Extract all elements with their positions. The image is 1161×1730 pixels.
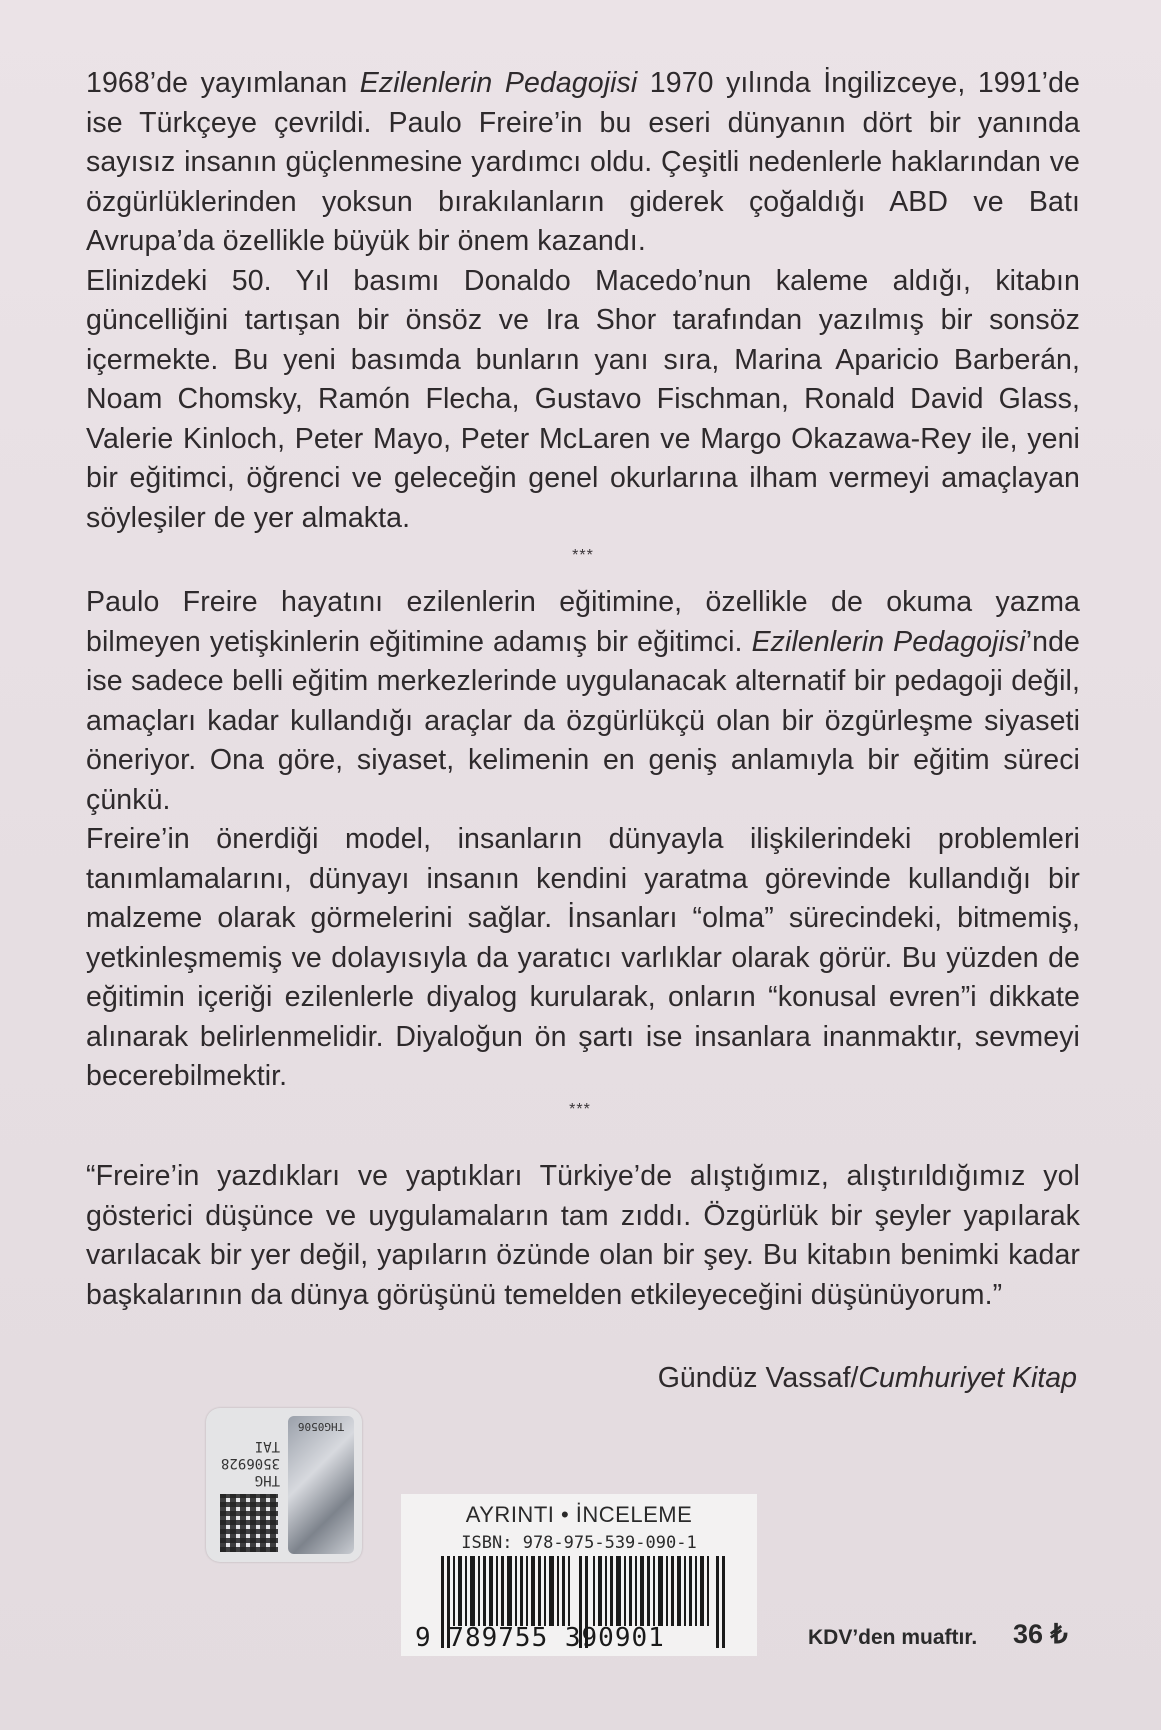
sticker-code-line: THG xyxy=(254,1472,280,1488)
description-section-2 xyxy=(86,583,1080,1097)
paragraph: Elinizdeki 50. Yıl basımı Donaldo Macedo’nun kaleme aldığı, kitabın güncelliğini tartışan bir önsöz ve Ira Shor tarafından yazılmış bir sonsöz içermekte. Bu yeni basımda bunların yanı sıra, Marina Aparicio Barberán, Noam Chomsky, Ramón Flecha, Gustavo Fischman, Ronald David Glass, Valerie Kinloch, Peter Mayo, Peter McLaren ve Margo Okazawa-Rey ile, yeni bir eğitimci, öğrenci ve geleceğin genel okurlarına ilham vermeyi amaçlayan söyleşiler de yer almakta. xyxy=(86,264,1080,534)
paragraph xyxy=(86,64,1080,262)
paragraph xyxy=(86,583,1080,820)
book-title: Ezilenlerin Pedagojisi xyxy=(751,625,1026,658)
text: Paulo Freire hayatını ezilenlerin eğitimine, özellikle de okuma yazma bilmeyen yetişkinlerin eğitimine adamış bir eğitimci. xyxy=(86,586,1080,658)
quote-attribution xyxy=(658,1358,1077,1398)
isbn-label: ISBN: 978-975-539-090-1 xyxy=(461,1533,697,1553)
barcode-digits: 9 789755 390901 xyxy=(415,1623,665,1653)
quote-source: Cumhuriyet Kitap xyxy=(858,1362,1077,1394)
description-section-1 xyxy=(86,64,1080,538)
section-separator: *** xyxy=(569,1101,591,1118)
hologram-text: THG0506 xyxy=(297,1420,345,1433)
quote-section xyxy=(86,1157,1080,1315)
qr-code-icon xyxy=(220,1494,278,1552)
text: ’nde ise sadece belli eğitim merkezlerinde uygulanacak alternatif bir pedagoji değil, amaçları kadar kullandığı araçlar da özgürlükçü olan bir özgürleşme siyaseti öneriyor. Ona göre, siyaset, kelimenin en geniş anlamıyla bir eğitim süreci çünkü. xyxy=(86,625,1080,816)
tax-note: KDV’den muaftır. xyxy=(808,1626,978,1649)
quote-author: Gündüz Vassaf/ xyxy=(657,1362,859,1394)
paragraph: Freire’in önerdiği model, insanların dünyayla ilişkilerindeki problemleri tanımlamalarını, dünyayı insanın kendini yaratma görevinde kullandığı bir malzeme olarak görmelerini sağlar. İnsanları “olma” sürecindeki, bitmemiş, yetkinleşmemiş ve dolayısıyla da yaratıcı varlıklar olarak görür. Bu yüzden de eğitimin içeriği ezilenlerle diyalog kurularak, onların “konusal evren”i dikkate alınarak belirlenmelidir. Diyaloğun ön şartı ise insanlara inanmaktır, sevmeyi becerebilmektir. xyxy=(86,823,1080,1092)
text: 1968’de yayımlanan xyxy=(86,67,360,99)
book-title: Ezilenlerin Pedagojisi xyxy=(359,67,638,99)
text: 1970 yılında İngilizceye, 1991’de ise Türkçeye çevrildi. Paulo Freire’in bu eseri dünyanın dört bir yanında sayısız insanın güçlenmesine yardımcı oldu. Çeşitli nedenlerle haklarından ve özgürlüklerinden yoksun bırakılanların giderek çoğaldığı ABD ve Batı Avrupa’da özellikle büyük bir önem kazandı. xyxy=(86,67,1080,257)
section-separator: *** xyxy=(572,547,594,564)
sticker-code-line: TAI xyxy=(254,1438,280,1454)
quote-text: “Freire’in yazdıkları ve yaptıkları Türkiye’de alıştığımız, alıştırıldığımız yol gösterici düşünce ve uygulamaların tam zıddı. Özgürlük bir şeyler yapılarak varılacak bir yer değil, yapıların özünde olan bir şey. Bu kitabın benimki kadar başkalarının da dünya görüşünü temelden etkileyeceğini düşünüyorum.” xyxy=(86,1160,1080,1311)
hologram-icon xyxy=(288,1416,354,1554)
category-label: AYRINTI • İNCELEME xyxy=(465,1502,693,1527)
price-label: 36 ₺ xyxy=(1013,1619,1068,1649)
sticker-code xyxy=(220,1428,280,1488)
sticker-code-line: 3506928 xyxy=(220,1455,280,1471)
banderol-sticker xyxy=(206,1408,362,1562)
barcode-panel xyxy=(401,1494,757,1656)
